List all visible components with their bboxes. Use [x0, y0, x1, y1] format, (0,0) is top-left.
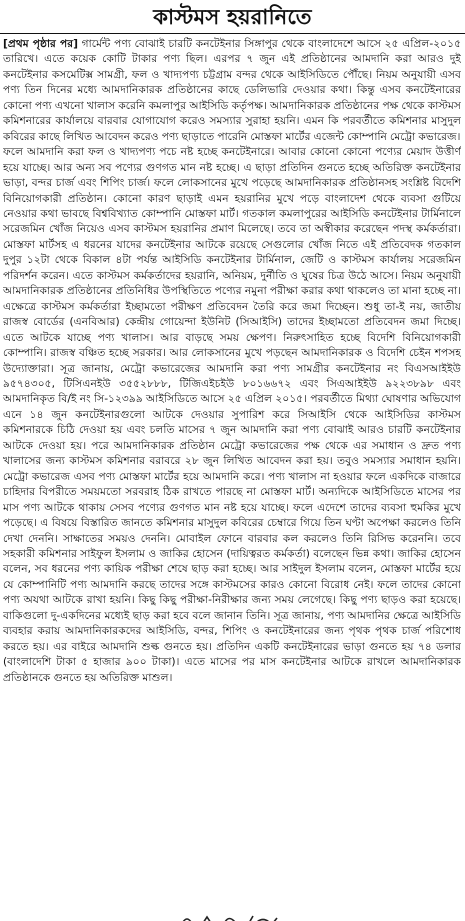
headline-rule [0, 33, 465, 34]
paragraph-1-text: গার্মেন্ট পণ্য বোঝাই চারটি কনটেইনার সিঙ্গাপুর থেকে বাংলাদেশে আসে ২৫ এপ্রিল-২০১৫ তারিখে। এতে কয়েক কোটি টাকার পণ্য ছিল। এরপর ৭ জুন এই প্রতিষ্ঠানের আমদানি করা আরও দুই কনটেইনার কসমেটিক্স সামগ্রী, ফল ও খাদ্যপণ্য চট্টগ্রাম বন্দর থেকে আইসিডিতে পৌঁছে। নিয়ম অনুযায়ী এসব পণ্য তিন দিনের মধ্যে আমদানিকারক প্রতিষ্ঠানের কাছে ডেলিভারি দেওয়ার কথা। কিন্তু এসব কনটেইনারের কোনো পণ্য এখনো খালাস করেনি কমলাপুর আইসিডি কর্তৃপক্ষ। আমদানিকারক প্রতিষ্ঠানের পক্ষ থেকে কাস্টমস কমিশনারের কার্যালয়ে বারবার যোগাযোগ করেও সমস্যার সুরাহা হয়নি। এমন কি পরবর্তীতে কমিশনার মাসুদুল কবিরের কাছে লিখিত আবেদন করেও পণ্য ছাড়াতে পারেনি মোস্তফা মার্টের এজেন্ট কোম্পানি মেট্রো কভারেজ। [3, 37, 461, 143]
paragraph-2-text: ফলে আমদানি করা ফল ও খাদ্যপণ্য পচে নষ্ট হচ্ছে কনটেইনারে। আবার কোনো কোনো পণ্যের মেয়াদ উত্তীর্ণ হয়ে যাচ্ছে। আর অন্য সব পণ্যের গুণগত মান নষ্ট হচ্ছে। এ ছাড়া প্রতিদিন গুনতে হচ্ছে অতিরিক্ত কনটেইনার ভাড়া, বন্দর চার্জ এবং শিপিং চার্জ। ফলে লোকসানের মুখে পড়েছে আমদানিকারক প্রতিষ্ঠানসহ সংশ্লিষ্ট বিদেশি বিনিয়োগকারী প্রতিষ্ঠান। কোনো কারণ ছাড়াই এমন হয়রানির মুখে পড়ে বাংলাদেশ থেকে ব্যবসা গুটিয়ে নেওয়ার কথা ভাবছে বিশ্ববিখ্যাত কোম্পানি মোস্তফা মার্ট। গতকাল কমলাপুরের আইসিডি কনটেইনার টার্মিনালে সরেজমিন খোঁজ নিয়েও এসব কাস্টমস হয়রানির প্রমাণ মিলেছে। তবে তা অস্বীকার করেছেন পদস্থ কর্মকর্তারা। মোস্তফা মার্টসহ এ ধরনের যাদের কনটেইনার আটকে রয়েছে সেগুলোর খোঁজ নিতে এই প্রতিবেদক গতকাল দুপুর ১২টা থেকে বিকাল ৪টা পর্যন্ত আইসিডি কনটেইনার টার্মিনাল, জেটি ও কাস্টমস কার্যালয় সরেজমিন পরিদর্শন করেন। এতে কাস্টমস কর্মকর্তাদের হয়রানি, অনিয়ম, দুর্নীতি ও ঘুষের চিত্র উঠে আসে। নিয়ম অনুযায়ী আমদানিকারক প্রতিষ্ঠানের প্রতিনিধির উপস্থিতিতে পণ্যের নমুনা পরীক্ষা করার কথা থাকলেও তা মানা হচ্ছে না। এক্ষেত্রে কাস্টমস কর্মকর্তারা ইচ্ছামতো পরীক্ষণ প্রতিবেদন তৈরি করে জমা দিচ্ছেন। শুধু তা-ই নয়, জাতীয় রাজস্ব বোর্ডের (এনবিআর) কেন্দ্রীয় গোয়েন্দা ইউনিট (সিআইসি) তাদের ইচ্ছামতো প্রতিবেদন জমা দিচ্ছে। এতে আটকে যাচ্ছে পণ্য খালাস। আর বাড়ছে সময় ক্ষেপণ। নিরুৎসাহিত হচ্ছে বিদেশি বিনিয়োগকারী কোম্পানি। রাজস্ব বঞ্চিত হচ্ছে সরকার। আর লোকসানের মুখে পড়ছেন আমদানিকারক ও বিদেশি চেইন শপসহ উদ্যোক্তারা। সূত্র জানায়, মেট্রো কভারেজের আমদানি করা পণ্য সামগ্রীর কনটেইনার নং বিএসআইইউ ৯৫৭৪৩০৫, টিসিএনইউ ৩৫৫২৮৮৮, টিজিএইচইউ ৮০১৬৬৭২ এবং সিএআইইউ ৯২২৩৮৯৮ এবং আমদানিকৃত বি/ই নং সি-১২৩৯৯ আইসিডিতে আসে ২৫ এপ্রিল ২০১৫। পরবর্তীতে মিথ্যা ঘোষণার অভিযোগ এনে ১৪ জুন কনটেইনারগুলো আটকে দেওয়ার সুপারিশ করে সিআইসি থেকে আইসিডির কাস্টমস কমিশনারকে চিঠি দেওয়া হয় এবং চলতি মাসের ৭ জুন আমদানি করা পণ্য বোঝাই আরও চারটি কনটেইনার আটকে দেওয়া হয়। পরে আমদানিকারক প্রতিষ্ঠান মেট্রো কভারেজের পক্ষ থেকে এর সমাধান ও দ্রুত পণ্য খালাসের জন্য কাস্টমস কমিশনার বরাবরে ২৮ জুন লিখিত আবেদন করা হয়। তবুও সমস্যার সমাধান হয়নি। মেট্রো কভারেজ এসব পণ্য মোস্তফা মার্টের হয়ে আমদানি করে। পণ্য খালাস না হওয়ার ফলে একদিকে বাজারে চাহিদার বিপরীতে সময়মতো সরবরাহ ঠিক রাখতে পারছে না মোস্তফা মার্ট। অন্যদিকে আইসিডিতে মাসের পর মাস পণ্য আটকে থাকায় সেসব পণ্যের গুণগত মান নষ্ট হয়ে যাচ্ছে। ফলে এদেশে তাদের ব্যবসা হুমকির মুখে পড়েছে। এ বিষয়ে বিস্তারিত জানতে কমিশনার মাসুদুল কবিরের চেম্বারে গিয়ে তিন ঘণ্টা অপেক্ষা করলেও তিনি দেখা দেননি। সাক্ষাতের সময়ও দেননি। মোবাইল ফোনে বারবার কল করলেও তিনি রিসিভ করেননি। তবে সহকারী কমিশনার সাইফুল ইসলাম ও জাকির হোসেন (দায়িত্বরত কর্মকর্তা) বলেছেন ভিন্ন কথা। জাকির হোসেন বলেন, সব ধরনের পণ্য কায়িক পরীক্ষা শেষে ছাড় করা হচ্ছে। আর সাইদুল ইসলাম বলেন, মোস্তফা মার্টের হয়ে যে কোম্পানিটি পণ্য আমদানি করছে তাদের সঙ্গে কাস্টমসের কারও কোনো বিরোধ নেই। ফলে তাদের কোনো পণ্য অযথা আটকে রাখা হয়নি। কিছু কিছু পরীক্ষা-নিরীক্ষার জন্য সময় লেগেছে। কিছু পণ্য ছাড়ও করা হয়েছে। বাকিগুলো দু-একদিনের মধ্যেই ছাড় করা হবে বলে জানান তিনি। সূত্র জানায়, পণ্য আমদানির ক্ষেত্রে আইসিডি ব্যবহার করায় আমদানিকারকদের আইসিডি, বন্দর, শিপিং ও কনটেইনারের জন্য পৃথক পৃথক চার্জ পরিশোধ করতে হয়। এর বাইরে আমদানি শুল্ক গুনতে হয়। প্রতিদিন একটি কনটেইনারের ভাড়া গুনতে হয় ৭৪ ডলার (বাংলাদেশি টাকা ৫ হাজার ৯০০ টাকা)। এতে মাসের পর মাস কনটেইনার আটকে রাখলে আমদানিকারক প্রতিষ্ঠানকে গুনতে হয় অতিরিক্ত মাশুল। [3, 145, 461, 684]
article-body [3, 36, 461, 911]
cropped-heading-strokes [173, 914, 293, 921]
article-paragraph-1 [3, 36, 461, 144]
next-headline-fragment [0, 911, 465, 921]
article-headline: কাস্টমস হয়রানিতে [153, 5, 312, 29]
continuation-lead-in: [প্রথম পৃষ্ঠার পর] [3, 37, 78, 50]
article-paragraph-2 [3, 144, 461, 685]
